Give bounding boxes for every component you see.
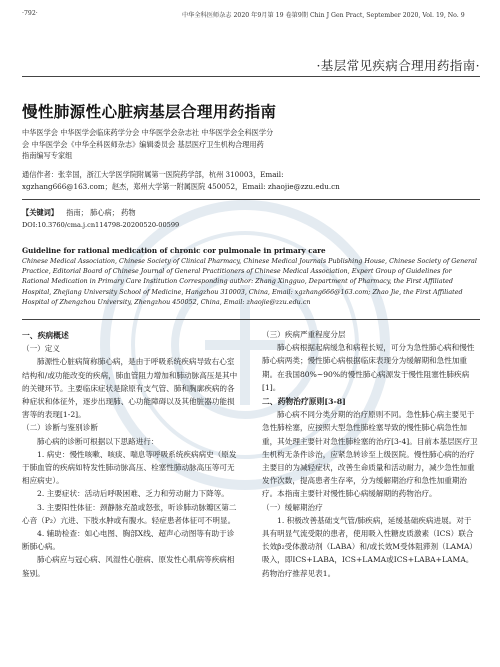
correspondence: [22, 169, 478, 192]
subsection-heading: （三）疾病严重程度分层: [262, 330, 346, 339]
list-item: 3. 主要阳性体征：颈静脉充盈或怒张，听诊肺动脉瓣区第二心音（P₂）亢进、下肢水肿或有腹水。轻症患者体征可不明显。: [22, 502, 237, 525]
banner-rule: [22, 76, 480, 77]
list-item: 1. 积极改善基础支气管/肺疾病，延缓基础疾病进展。对于具有明显气流受限的患者，使用吸入性糖皮质激素（ICS）联合长效β₂受体激动剂（LABA）和/或长效M受体阻滞剂（LAMA）吸入，即ICS+LABA，ICS+LAMA或ICS+LABA+LAMA。药物治疗推荐见表1。: [262, 515, 478, 578]
list-item: 2. 主要症状：活动后呼吸困难、乏力和劳动耐力下降等。: [37, 489, 229, 499]
paragraph: 肺心病不同分类分期的治疗原则不同。急性肺心病主要见于急性肺栓塞，应按照大型急性肺栓塞导致的慢性肺心病急性加重，其处理主要针对急性肺栓塞的治疗[3-4]。目前本基层医疗卫生机构无条件诊治，应紧急转诊至上级医院。慢性肺心病的治疗主要目的为减轻症状，改善生命质量和活动耐力，减少急性加重发作次数，提高患者生存率，分为缓解期治疗和急性加重期治疗。本指南主要针对慢性肺心病缓解期的药物治疗。: [262, 410, 478, 499]
author-line: 会 中华医学会《中华全科医师杂志》编辑委员会 基层医疗卫生机构合理用药: [22, 139, 264, 149]
correspondence-line: 通信作者：张幸国，浙江大学医学院附属第一医院药学部，杭州 310003，Email:: [22, 170, 284, 179]
paragraph: 肺心病应与冠心病、风湿性心脏病、原发性心肌病等疾病相鉴别。: [22, 555, 235, 578]
journal-citation: 中华全科医师杂志 2020 年9月第 19 卷第9期 Chin J Gen Pract, September 2020, Vol. 19, No. 9: [182, 12, 465, 19]
subsection-heading: （一）缓解期治疗: [262, 502, 323, 512]
list-item: 1. 病史：慢性咳嗽、咳痰、喘息等呼吸系统疾病病史（原发于肺血管的疾病如特发性肺动脉高压、栓塞性肺动脉高压等可无相应病史）。: [22, 449, 237, 486]
section-banner: ·基层常见疾病合理用药指南·: [316, 58, 480, 73]
section-heading: 一、疾病概述: [22, 331, 69, 340]
author-list: [22, 127, 478, 162]
subsection-heading: （一）定义: [22, 344, 60, 354]
author-line: 指南编写专家组: [22, 151, 73, 161]
correspondence-line: xgzhang666@163.com；赵杰，郑州大学第一附属医院 450052，Email: zhaojie@zzu.edu.cn: [22, 181, 340, 191]
keyword-rule: [22, 199, 480, 200]
english-affiliations: Chinese Medical Association, Chinese Society of Clinical Pharmacy, Chinese Medical Journals Publishing House, Chinese Society of General Practice, Editorial Board of Chinese Journal of General Practitioners of Chinese Medical Association, Expert Group of Guidelines for Rational Medication in Primary Care Institution Corresponding author: Zhang Xingguo, Department of Pharmacy, the First Affiliated Hospital, Zhejiang University School of Medicine, Hangzhou 310003, China, Email: xgzhang666@163.com; Zhao Jie, the First Affiliated Hospital of Zhengzhou University, Zhengzhou 450052, China, Email: zhaojie@zzu.edu.cn: [22, 257, 477, 306]
article-title: 慢性肺源性心脏病基层合理用药指南: [22, 102, 277, 121]
keywords-text: 指南； 肺心病； 药物: [66, 208, 136, 217]
running-header: [22, 10, 478, 17]
left-column: [22, 328, 238, 580]
author-line: 中华医学会 中华医学会临床药学分会 中华医学会杂志社 中华医学会全科医学分: [22, 128, 274, 137]
keywords: [22, 208, 136, 218]
page-number: ·792·: [22, 10, 38, 17]
subsection-heading: （二）诊断与鉴别诊断: [22, 423, 98, 433]
paragraph: 肺心病的诊断可根据以下思路进行：: [37, 436, 159, 446]
list-item: 4. 辅助检查：如心电图、胸部X线、超声心动图等有助于诊断肺心病。: [22, 529, 235, 552]
right-column: [262, 328, 478, 580]
keywords-label: 【关键词】: [22, 208, 58, 217]
english-title: Guideline for rational medication of chronic cor pulmonale in primary care: [22, 246, 326, 255]
doi: DOI:10.3760/cma.j.cn114798-20200520-00599: [22, 221, 180, 229]
body-rule: [22, 319, 480, 320]
paragraph: 肺心病根据起病缓急和病程长短，可分为急性肺心病和慢性肺心病两类；慢性肺心病根据临床表现分为缓解期和急性加重期。在我国80%~90%的慢性肺心病源发于慢性阻塞性肺疾病[1]。: [262, 343, 475, 392]
section-heading: 二、药物治疗原则[3-8]: [262, 397, 346, 407]
paragraph: 肺源性心脏病简称肺心病，是由于呼吸系统疾病导致右心室结构和/或功能改变的疾病，肺血管阻力增加和肺动脉高压是其中的关键环节。主要临床症状是除原有支气管、肺和胸廓疾病的各种症状和体征外，逐步出现肺、心功能障碍以及其他脏器功能损害等的表现[1-2]。: [22, 357, 238, 420]
